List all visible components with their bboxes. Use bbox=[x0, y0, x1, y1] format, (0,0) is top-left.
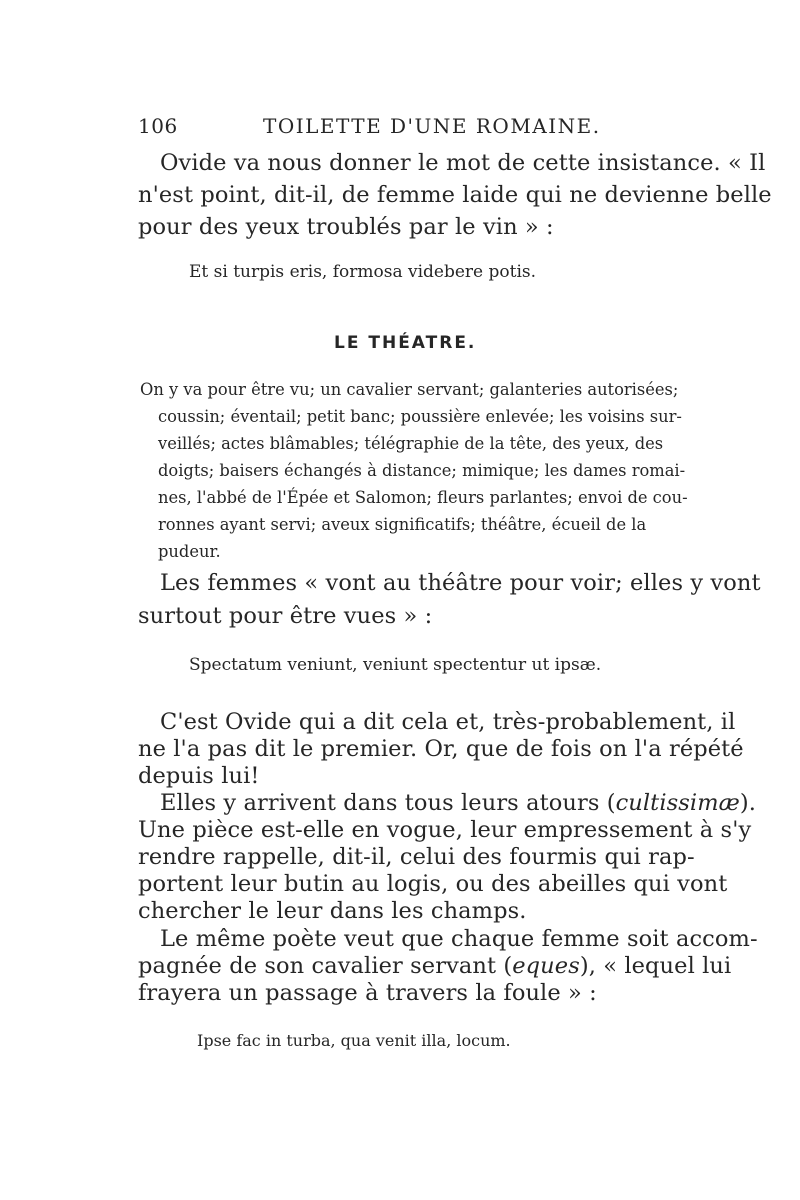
running-title: TOILETTE D'UNE ROMAINE. bbox=[263, 114, 601, 138]
summary-line: veillés; actes blâmables; télégraphie de la tête, des yeux, des bbox=[158, 434, 664, 453]
text-line: frayera un passage à travers la foule » : bbox=[138, 980, 597, 1006]
text-line: ne l'a pas dit le premier. Or, que de fois on l'a répété bbox=[138, 736, 744, 762]
summary-line: nes, l'abbé de l'Épée et Salomon; fleurs parlantes; envoi de cou- bbox=[158, 488, 688, 507]
page-number: 106 bbox=[138, 114, 178, 138]
latin-quote: Ipse fac in turba, qua venit illa, locum. bbox=[197, 1031, 511, 1050]
text-line: surtout pour être vues » : bbox=[138, 603, 433, 629]
text-line: Le même poète veut que chaque femme soit accom- bbox=[160, 926, 758, 952]
italic-term: eques bbox=[512, 953, 580, 979]
text-line: Les femmes « vont au théâtre pour voir; elles y vont bbox=[160, 570, 761, 596]
italic-term: cultissimæ bbox=[615, 790, 740, 816]
latin-quote: Spectatum veniunt, veniunt spectentur ut ipsæ. bbox=[189, 655, 602, 675]
summary-line: pudeur. bbox=[158, 542, 221, 561]
text-segment: ). bbox=[739, 790, 757, 816]
page-header bbox=[138, 114, 662, 142]
text-segment: pagnée de son cavalier servant ( bbox=[138, 953, 513, 979]
summary-line: On y va pour être vu; un cavalier servant; galanteries autorisées; bbox=[140, 380, 679, 399]
summary-line: doigts; baisers échangés à distance; mimique; les dames romai- bbox=[158, 461, 686, 480]
summary-line: coussin; éventail; petit banc; poussière enlevée; les voisins sur- bbox=[158, 407, 682, 426]
text-line: C'est Ovide qui a dit cela et, très-probablement, il bbox=[160, 709, 736, 735]
text-line: Une pièce est-elle en vogue, leur empressement à s'y bbox=[138, 817, 752, 843]
section-heading: LE THÉATRE. bbox=[334, 333, 477, 353]
text-line bbox=[138, 953, 731, 979]
text-line: Ovide va nous donner le mot de cette insistance. « Il bbox=[160, 150, 766, 176]
text-line: chercher le leur dans les champs. bbox=[138, 898, 527, 924]
summary-line: ronnes ayant servi; aveux significatifs; théâtre, écueil de la bbox=[158, 515, 647, 534]
text-line: pour des yeux troublés par le vin » : bbox=[138, 214, 554, 240]
text-segment: ), « lequel lui bbox=[579, 953, 732, 979]
text-line: n'est point, dit-il, de femme laide qui ne devienne belle bbox=[138, 182, 772, 208]
latin-quote: Et si turpis eris, formosa videbere potis. bbox=[189, 262, 537, 282]
text-line bbox=[160, 790, 756, 816]
text-line: portent leur butin au logis, ou des abeilles qui vont bbox=[138, 871, 728, 897]
text-line: rendre rappelle, dit-il, celui des fourmis qui rap- bbox=[138, 844, 695, 870]
text-segment: Elles y arrivent dans tous leurs atours ( bbox=[160, 790, 616, 816]
text-line: depuis lui! bbox=[138, 763, 260, 789]
